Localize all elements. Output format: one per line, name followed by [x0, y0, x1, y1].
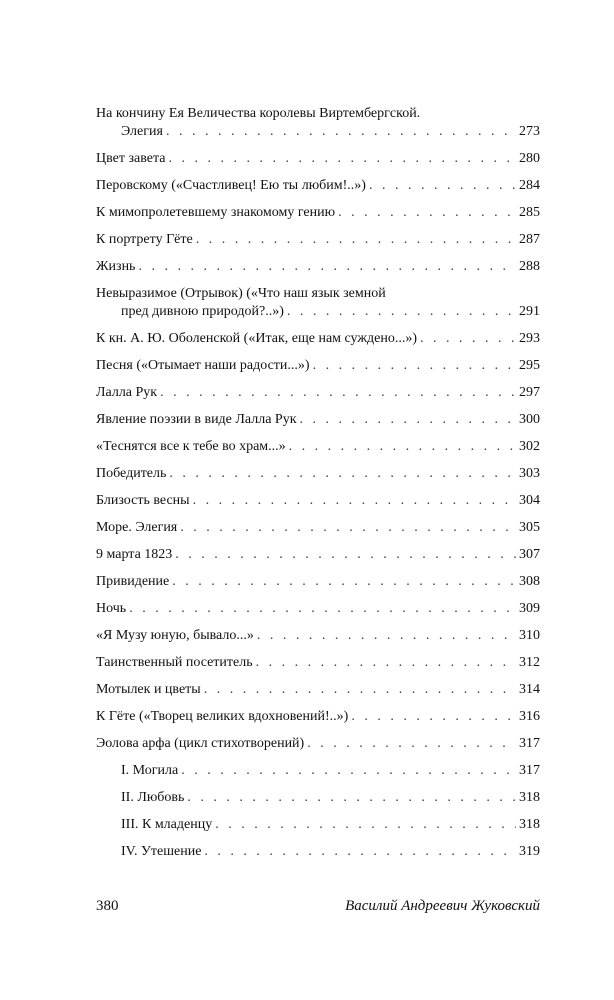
toc-entry-title: пред дивною природой?..») [121, 304, 284, 319]
toc-entry-title: К портрету Гёте [96, 232, 193, 247]
toc-entry [96, 199, 540, 226]
toc-entry [96, 730, 540, 757]
toc-entry-title: Привидение [96, 574, 170, 589]
toc-entry-title: Море. Элегия [96, 520, 178, 535]
toc-entry-row [96, 622, 540, 649]
dot-leader [160, 379, 516, 406]
toc-entry [96, 100, 540, 145]
toc-entry-title: Песня («Отымает наши радости...») [96, 358, 310, 373]
dot-leader [204, 838, 516, 865]
toc-entry-row [96, 541, 540, 568]
dot-leader [300, 406, 516, 433]
toc-entry-page: 312 [519, 655, 540, 670]
toc-entry-title: К Гёте («Творец великих вдохновений!..») [96, 709, 349, 724]
toc-entry [96, 541, 540, 568]
toc-entry-title: «Я Музу юную, бывало...» [96, 628, 254, 643]
toc-entry-row [96, 730, 540, 757]
toc-entry [96, 568, 540, 595]
toc-entry-row [96, 379, 540, 406]
dot-leader [193, 487, 516, 514]
dot-leader [256, 649, 516, 676]
dot-leader [215, 811, 516, 838]
toc-entry-row [96, 145, 540, 172]
toc-entry-row [96, 811, 540, 838]
toc-entry-title: Элегия [121, 124, 163, 139]
toc-entry-row [96, 838, 540, 865]
toc-entry-row [96, 118, 540, 145]
toc-entry-page: 309 [519, 601, 540, 616]
toc-entry [96, 145, 540, 172]
toc-entry-page: 317 [519, 763, 540, 778]
dot-leader [204, 676, 516, 703]
toc-entry-title: Лалла Рук [96, 385, 158, 400]
dot-leader [180, 514, 516, 541]
dot-leader [166, 118, 516, 145]
toc-entry-title: 9 марта 1823 [96, 547, 173, 562]
toc-entry [96, 280, 540, 325]
toc-entry-page: 295 [519, 358, 540, 373]
toc-entry-title: Жизнь [96, 259, 136, 274]
toc-entry [96, 514, 540, 541]
toc-entry [96, 757, 540, 784]
toc-entry-page: 307 [519, 547, 540, 562]
toc-entry-title: I. Могила [121, 763, 179, 778]
dot-leader [169, 460, 516, 487]
dot-leader [129, 595, 516, 622]
toc-entry-page: 316 [519, 709, 540, 724]
toc-entry-row [96, 757, 540, 784]
toc-entry-row [96, 568, 540, 595]
toc-entry-row [96, 325, 540, 352]
toc-entry-page: 285 [519, 205, 540, 220]
toc-entry [96, 595, 540, 622]
toc-entry-page: 273 [519, 124, 540, 139]
toc-entry-page: 280 [519, 151, 540, 166]
toc-entry-row [96, 406, 540, 433]
toc-entry-page: 310 [519, 628, 540, 643]
dot-leader [338, 199, 516, 226]
dot-leader [369, 172, 516, 199]
toc-entry [96, 811, 540, 838]
toc-entry [96, 406, 540, 433]
toc-entry [96, 253, 540, 280]
toc-entry-title: III. К младенцу [121, 817, 213, 832]
toc-entry-title: Таинственный посетитель [96, 655, 253, 670]
running-author: Василий Андреевич Жуковский [345, 898, 540, 914]
toc-entry [96, 784, 540, 811]
toc-entry-title: «Теснятся все к тебе во храм...» [96, 439, 286, 454]
dot-leader [420, 325, 516, 352]
toc-entry-title: Победитель [96, 466, 167, 481]
toc-entry-row [96, 460, 540, 487]
toc-entry-page: 284 [519, 178, 540, 193]
table-of-contents [96, 100, 540, 865]
dot-leader [287, 298, 516, 325]
toc-entry-page: 291 [519, 304, 540, 319]
toc-entry-page: 300 [519, 412, 540, 427]
dot-leader [257, 622, 516, 649]
toc-entry-page: 293 [519, 331, 540, 346]
toc-entry-title: Перовскому («Счастливец! Ею ты любим!..») [96, 178, 366, 193]
dot-leader [196, 226, 516, 253]
toc-entry [96, 649, 540, 676]
toc-entry-row [96, 676, 540, 703]
dot-leader [172, 568, 516, 595]
toc-entry-row [96, 703, 540, 730]
toc-entry-page: 302 [519, 439, 540, 454]
dot-leader [307, 730, 516, 757]
toc-entry-row [96, 298, 540, 325]
toc-entry-page: 308 [519, 574, 540, 589]
toc-entry-row [96, 226, 540, 253]
toc-entry-page: 288 [519, 259, 540, 274]
toc-entry [96, 379, 540, 406]
toc-entry-title: Ночь [96, 601, 127, 616]
toc-entry [96, 622, 540, 649]
toc-entry-row [96, 514, 540, 541]
toc-entry [96, 226, 540, 253]
toc-entry [96, 325, 540, 352]
dot-leader [168, 145, 516, 172]
toc-entry-page: 305 [519, 520, 540, 535]
page-number: 380 [96, 898, 119, 914]
toc-entry-title: К кн. А. Ю. Оболенской («Итак, еще нам суждено...») [96, 331, 418, 346]
toc-entry-title: II. Любовь [121, 790, 185, 805]
dot-leader [181, 757, 516, 784]
toc-entry-title: IV. Утешение [121, 844, 202, 859]
toc-entry-page: 314 [519, 682, 540, 697]
dot-leader [313, 352, 516, 379]
toc-entry [96, 838, 540, 865]
toc-entry-row [96, 199, 540, 226]
toc-entry-row [96, 352, 540, 379]
dot-leader [138, 253, 516, 280]
toc-entry [96, 676, 540, 703]
toc-entry-title: К мимопролетевшему знакомому гению [96, 205, 336, 220]
toc-entry [96, 172, 540, 199]
toc-entry [96, 433, 540, 460]
toc-entry-page: 297 [519, 385, 540, 400]
toc-entry-row [96, 487, 540, 514]
page-footer [96, 898, 540, 915]
toc-entry-title: Близость весны [96, 493, 190, 508]
toc-entry-row [96, 172, 540, 199]
toc-entry-row [96, 433, 540, 460]
toc-entry-row [96, 595, 540, 622]
toc-entry-page: 318 [519, 817, 540, 832]
toc-entry-title: Эолова арфа (цикл стихотворений) [96, 736, 305, 751]
toc-entry-row [96, 784, 540, 811]
toc-entry-page: 303 [519, 466, 540, 481]
toc-entry-page: 318 [519, 790, 540, 805]
toc-entry [96, 703, 540, 730]
toc-entry-page: 287 [519, 232, 540, 247]
toc-entry-page: 319 [519, 844, 540, 859]
toc-entry-title: Явление поэзии в виде Лалла Рук [96, 412, 297, 427]
toc-entry-page: 317 [519, 736, 540, 751]
dot-leader [175, 541, 516, 568]
toc-entry [96, 460, 540, 487]
toc-entry-title-line: Невыразимое (Отрывок) («Что наш язык земной [96, 286, 386, 301]
toc-entry-row [96, 253, 540, 280]
toc-entry [96, 352, 540, 379]
dot-leader [351, 703, 516, 730]
toc-entry-page: 304 [519, 493, 540, 508]
toc-entry-row [96, 649, 540, 676]
toc-entry-title-line: На кончину Ея Величества королевы Виртембергской. [96, 106, 421, 121]
toc-entry-title: Мотылек и цветы [96, 682, 201, 697]
toc-entry-title: Цвет завета [96, 151, 166, 166]
toc-entry [96, 487, 540, 514]
dot-leader [187, 784, 516, 811]
dot-leader [289, 433, 516, 460]
